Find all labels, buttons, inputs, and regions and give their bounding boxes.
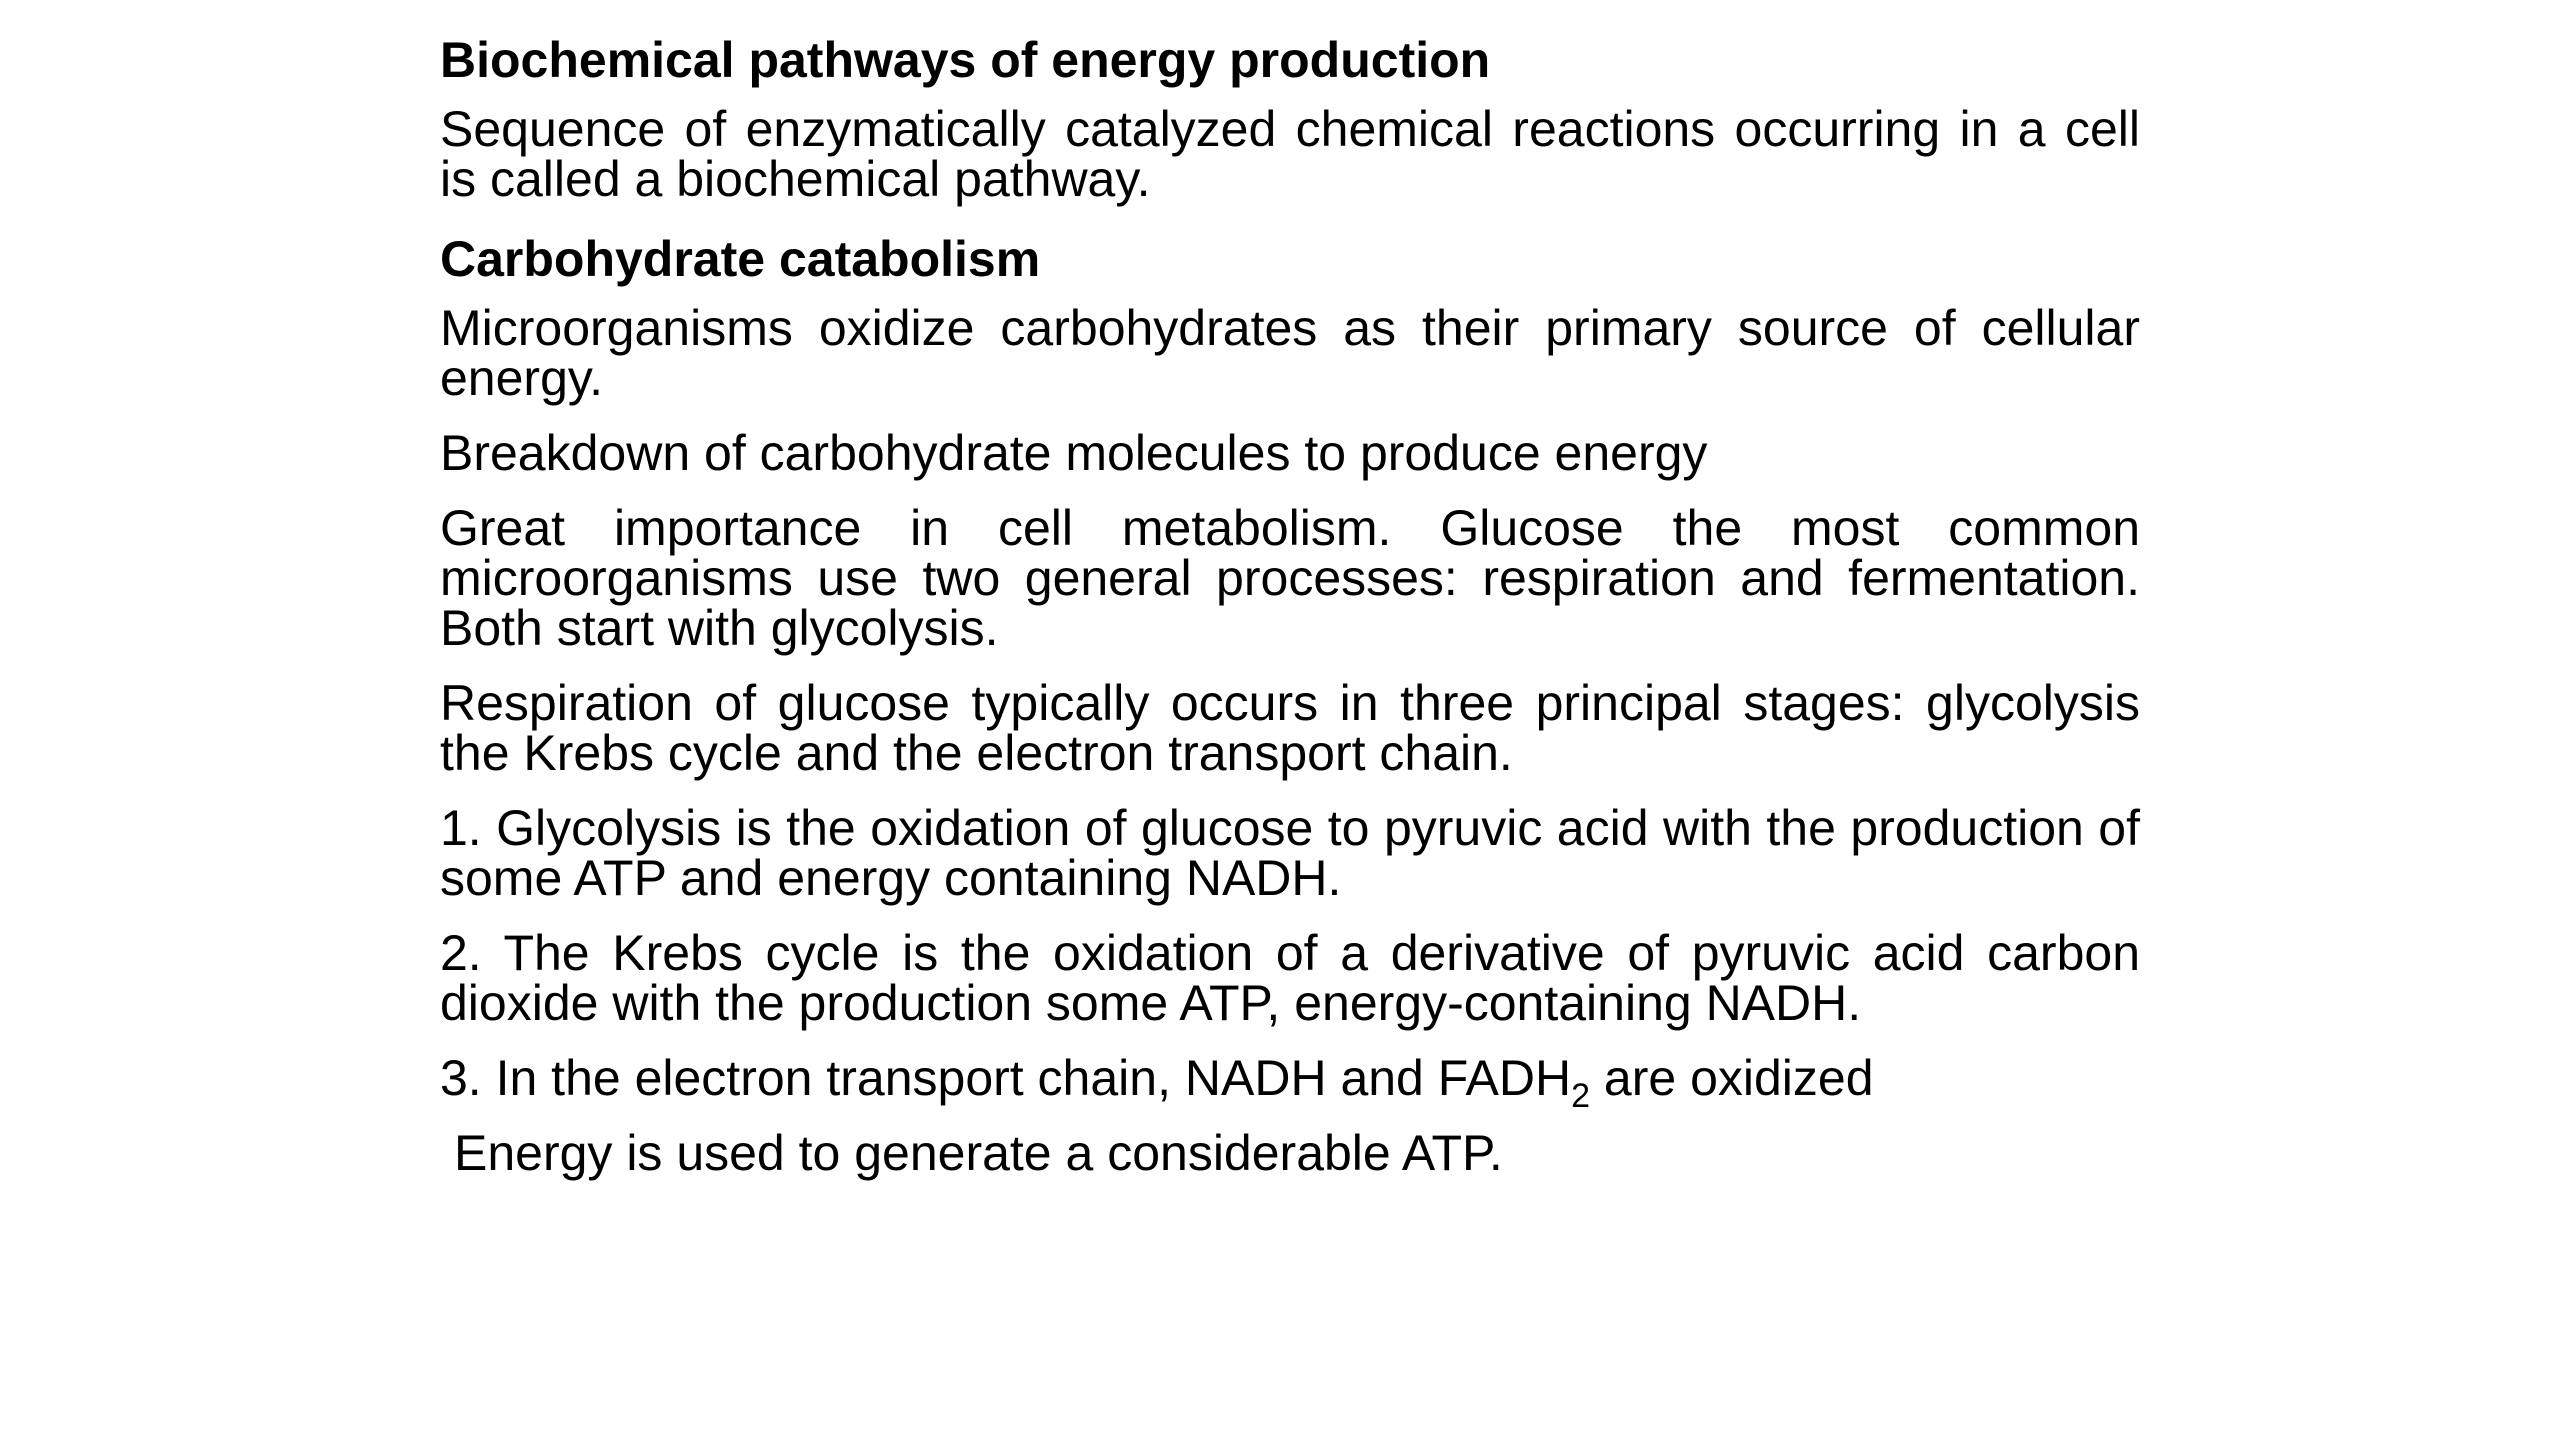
slide-content — [440, 30, 2140, 1203]
paragraph-step-electron-transport — [440, 1050, 2140, 1115]
definition-paragraph: Sequence of enzymatically catalyzed chemical reactions occurring in a cell is called a biochemical pathway. — [440, 101, 2140, 207]
paragraph-respiration-stages: Respiration of glucose typically occurs in three principal stages: glycolysis the Krebs cycle and the electron transport chain. — [440, 675, 2140, 781]
paragraph-conclusion: Energy is used to generate a considerable ATP. — [454, 1125, 1503, 1181]
slide-title: Biochemical pathways of energy production — [440, 32, 1491, 88]
paragraph-breakdown: Breakdown of carbohydrate molecules to produce energy — [440, 425, 1708, 481]
section-heading: Carbohydrate catabolism — [440, 231, 1041, 287]
step3-subscript: 2 — [1571, 1077, 1591, 1115]
paragraph-importance: Great importance in cell metabolism. Glucose the most common microorganisms use two general processes: respiration and fermentation. Both start with glycolysis. — [440, 500, 2140, 656]
paragraph-energy-source: Microorganisms oxidize carbohydrates as their primary source of cellular energy. — [440, 300, 2140, 406]
step3-suffix: are oxidized — [1590, 1050, 1874, 1106]
paragraph-step-glycolysis: 1. Glycolysis is the oxidation of glucose to pyruvic acid with the production of some ATP and energy containing NADH. — [440, 800, 2140, 906]
paragraph-step-krebs: 2. The Krebs cycle is the oxidation of a derivative of pyruvic acid carbon dioxide with the production some ATP, energy-containing NADH. — [440, 925, 2140, 1031]
step3-prefix: 3. In the electron transport chain, NADH and FADH — [440, 1050, 1572, 1106]
